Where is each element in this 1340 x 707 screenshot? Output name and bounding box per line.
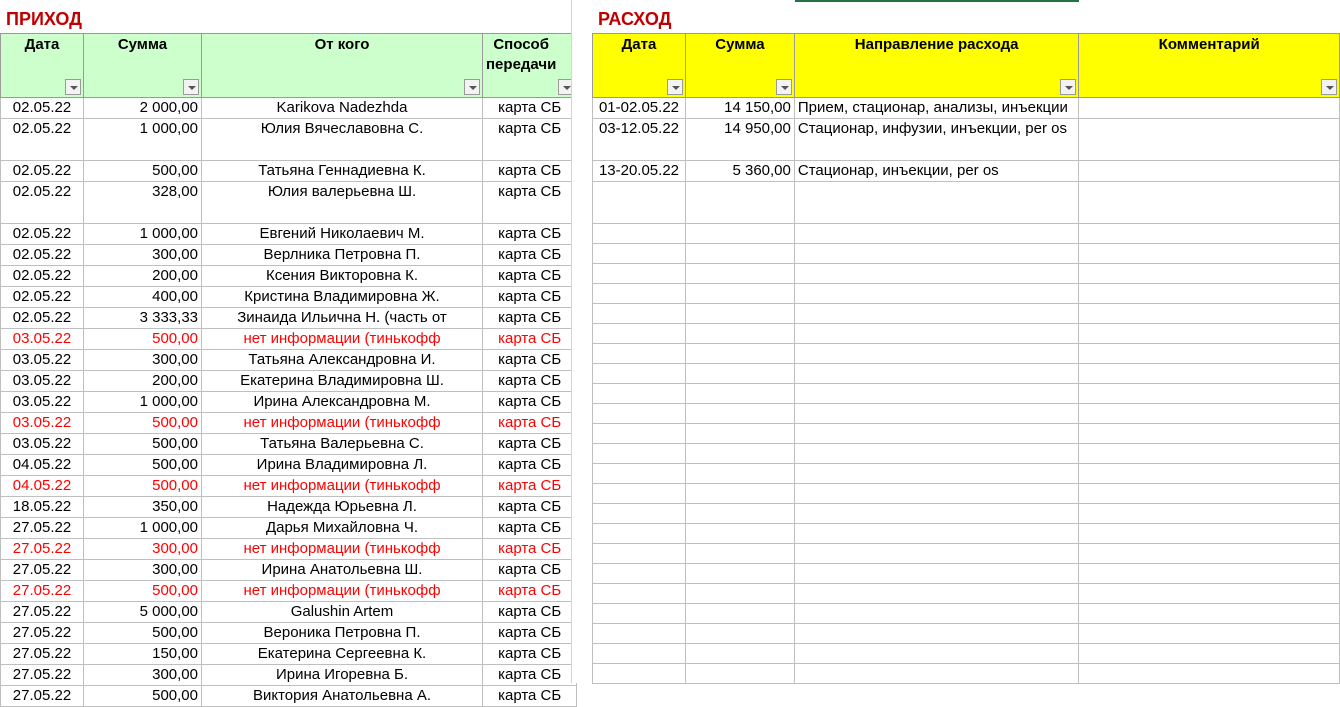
income-cell-method[interactable]: карта СБ [483, 560, 577, 581]
expense-cell-sum[interactable] [685, 544, 794, 564]
income-cell-method[interactable]: карта СБ [483, 581, 577, 602]
expense-cell-purpose[interactable] [794, 324, 1079, 344]
income-cell-from[interactable]: Виктория Анатольевна А. [202, 686, 483, 707]
expense-cell-sum[interactable] [685, 584, 794, 604]
expense-cell-comment[interactable] [1079, 224, 1340, 244]
income-cell-from[interactable]: Екатерина Владимировна Ш. [202, 371, 483, 392]
income-row [1, 539, 577, 560]
income-row [1, 497, 577, 518]
expense-cell-date[interactable]: 03-12.05.22 [593, 119, 686, 161]
expense-row [593, 119, 1340, 161]
expense-cell-sum[interactable] [685, 324, 794, 344]
income-cell-from[interactable]: Надежда Юрьевна Л. [202, 497, 483, 518]
income-cell-sum[interactable]: 200,00 [84, 266, 202, 287]
income-cell-sum[interactable]: 200,00 [84, 371, 202, 392]
expense-cell-comment[interactable] [1079, 484, 1340, 504]
expense-row [593, 464, 1340, 484]
income-cell-from[interactable]: нет информации (тинькофф [202, 476, 483, 497]
income-row [1, 581, 577, 602]
income-cell-sum[interactable]: 328,00 [84, 182, 202, 224]
income-cell-from[interactable]: Galushin Artem [202, 602, 483, 623]
expense-row [593, 524, 1340, 544]
income-cell-sum[interactable]: 300,00 [84, 560, 202, 581]
expense-cell-purpose[interactable] [794, 244, 1079, 264]
expense-row [593, 98, 1340, 119]
expense-cell-date[interactable] [593, 464, 686, 484]
expense-row [593, 244, 1340, 264]
expense-cell-date[interactable] [593, 584, 686, 604]
income-cell-from[interactable]: Юлия Вячеславовна С. [202, 119, 483, 161]
income-cell-sum[interactable]: 500,00 [84, 623, 202, 644]
expense-cell-sum[interactable] [685, 404, 794, 424]
empty-column [571, 0, 593, 683]
income-cell-from[interactable]: нет информации (тинькофф [202, 539, 483, 560]
expense-cell-purpose[interactable] [794, 664, 1079, 684]
expense-cell-date[interactable] [593, 644, 686, 664]
income-cell-method[interactable]: карта СБ [483, 287, 577, 308]
income-row [1, 182, 577, 224]
expense-cell-date[interactable] [593, 404, 686, 424]
expense-cell-purpose[interactable] [794, 444, 1079, 464]
income-cell-from[interactable]: Евгений Николаевич М. [202, 224, 483, 245]
expense-row [593, 224, 1340, 244]
expense-cell-comment[interactable] [1079, 384, 1340, 404]
expense-cell-purpose[interactable] [794, 284, 1079, 304]
income-cell-date[interactable]: 02.05.22 [1, 308, 84, 329]
expense-cell-date[interactable] [593, 244, 686, 264]
expense-cell-purpose[interactable] [794, 384, 1079, 404]
expense-row [593, 161, 1340, 182]
income-cell-method[interactable]: карта СБ [483, 602, 577, 623]
income-cell-sum[interactable]: 500,00 [84, 686, 202, 707]
expense-cell-purpose[interactable] [794, 182, 1079, 224]
income-cell-date[interactable]: 03.05.22 [1, 434, 84, 455]
income-cell-sum[interactable]: 500,00 [84, 434, 202, 455]
expense-cell-date[interactable] [593, 544, 686, 564]
selected-column-indicator [795, 0, 1079, 2]
expense-cell-sum[interactable] [685, 644, 794, 664]
expense-cell-comment[interactable] [1079, 119, 1340, 161]
expense-cell-purpose[interactable] [794, 264, 1079, 284]
expense-cell-purpose[interactable] [794, 344, 1079, 364]
income-cell-sum[interactable]: 300,00 [84, 350, 202, 371]
expense-cell-purpose[interactable] [794, 304, 1079, 324]
income-cell-from[interactable]: Дарья Михайловна Ч. [202, 518, 483, 539]
expense-cell-sum[interactable]: 5 360,00 [685, 161, 794, 182]
income-cell-from[interactable]: Верлника Петровна П. [202, 245, 483, 266]
income-cell-from[interactable]: Ксения Викторовна К. [202, 266, 483, 287]
income-cell-date[interactable]: 02.05.22 [1, 287, 84, 308]
expense-row [593, 324, 1340, 344]
expense-cell-date[interactable] [593, 444, 686, 464]
filter-dropdown-icon[interactable] [776, 79, 792, 95]
expense-cell-date[interactable] [593, 524, 686, 544]
income-cell-method[interactable]: карта СБ [483, 497, 577, 518]
expense-cell-sum[interactable]: 14 950,00 [685, 119, 794, 161]
income-cell-method[interactable]: карта СБ [483, 455, 577, 476]
expense-row [593, 284, 1340, 304]
expense-cell-date[interactable] [593, 564, 686, 584]
income-cell-date[interactable]: 02.05.22 [1, 161, 84, 182]
income-cell-from[interactable]: Зинаида Ильична Н. (часть от [202, 308, 483, 329]
income-cell-sum[interactable]: 500,00 [84, 455, 202, 476]
expense-row [593, 182, 1340, 224]
income-cell-date[interactable]: 27.05.22 [1, 623, 84, 644]
expense-cell-comment[interactable] [1079, 344, 1340, 364]
income-cell-date[interactable]: 02.05.22 [1, 266, 84, 287]
income-cell-sum[interactable]: 300,00 [84, 665, 202, 686]
income-cell-date[interactable]: 27.05.22 [1, 665, 84, 686]
expense-cell-comment[interactable] [1079, 244, 1340, 264]
expense-title: РАСХОД [598, 9, 672, 29]
expense-cell-sum[interactable] [685, 364, 794, 384]
income-cell-date[interactable]: 02.05.22 [1, 182, 84, 224]
income-cell-date[interactable]: 27.05.22 [1, 518, 84, 539]
expense-cell-comment[interactable] [1079, 584, 1340, 604]
expense-cell-purpose[interactable] [794, 564, 1079, 584]
expense-cell-sum[interactable] [685, 424, 794, 444]
filter-dropdown-icon[interactable] [65, 79, 81, 95]
income-row [1, 308, 577, 329]
income-row [1, 392, 577, 413]
expense-cell-sum[interactable] [685, 224, 794, 244]
income-row [1, 98, 577, 119]
expense-row [593, 544, 1340, 564]
expense-cell-date[interactable]: 01-02.05.22 [593, 98, 686, 119]
expense-cell-comment[interactable] [1079, 624, 1340, 644]
income-row [1, 476, 577, 497]
filter-dropdown-icon[interactable] [1321, 79, 1337, 95]
income-cell-sum[interactable]: 3 333,33 [84, 308, 202, 329]
expense-cell-comment[interactable] [1079, 524, 1340, 544]
expense-cell-purpose[interactable] [794, 364, 1079, 384]
income-cell-sum[interactable]: 5 000,00 [84, 602, 202, 623]
income-cell-from[interactable]: Ирина Александровна М. [202, 392, 483, 413]
expense-cell-date[interactable] [593, 624, 686, 644]
expense-header-comment: Комментарий [1079, 34, 1340, 98]
income-cell-from[interactable]: Юлия валерьевна Ш. [202, 182, 483, 224]
expense-cell-sum[interactable] [685, 182, 794, 224]
income-cell-from[interactable]: нет информации (тинькофф [202, 413, 483, 434]
expense-cell-date[interactable] [593, 324, 686, 344]
income-cell-method[interactable]: карта СБ [483, 308, 577, 329]
income-cell-from[interactable]: Ирина Анатольевна Ш. [202, 560, 483, 581]
expense-cell-date[interactable] [593, 224, 686, 244]
income-cell-date[interactable]: 03.05.22 [1, 413, 84, 434]
expense-cell-date[interactable] [593, 304, 686, 324]
expense-cell-purpose[interactable] [794, 604, 1079, 624]
income-cell-method[interactable]: карта СБ [483, 371, 577, 392]
expense-cell-purpose[interactable] [794, 524, 1079, 544]
income-row [1, 245, 577, 266]
expense-row [593, 644, 1340, 664]
income-cell-date[interactable]: 04.05.22 [1, 476, 84, 497]
income-cell-method[interactable]: карта СБ [483, 329, 577, 350]
filter-dropdown-icon[interactable] [1060, 79, 1076, 95]
income-cell-from[interactable]: нет информации (тинькофф [202, 581, 483, 602]
expense-header-purpose: Направление расхода [794, 34, 1079, 98]
income-cell-date[interactable]: 27.05.22 [1, 581, 84, 602]
income-cell-sum[interactable]: 500,00 [84, 413, 202, 434]
filter-dropdown-icon[interactable] [183, 79, 199, 95]
expense-header-date: Дата [593, 34, 686, 98]
income-cell-from[interactable]: Татьяна Александровна И. [202, 350, 483, 371]
expense-row [593, 304, 1340, 324]
expense-cell-date[interactable] [593, 284, 686, 304]
income-cell-method[interactable]: карта СБ [483, 266, 577, 287]
expense-row [593, 344, 1340, 364]
expense-cell-sum[interactable] [685, 464, 794, 484]
income-cell-method[interactable]: карта СБ [483, 644, 577, 665]
expense-row [593, 604, 1340, 624]
expense-cell-comment[interactable] [1079, 364, 1340, 384]
expense-cell-date[interactable]: 13-20.05.22 [593, 161, 686, 182]
expense-cell-sum[interactable]: 14 150,00 [685, 98, 794, 119]
income-cell-sum[interactable]: 2 000,00 [84, 98, 202, 119]
income-cell-method[interactable]: карта СБ [483, 686, 577, 707]
income-cell-from[interactable]: Ирина Владимировна Л. [202, 455, 483, 476]
income-cell-from[interactable]: Татьяна Геннадиевна К. [202, 161, 483, 182]
income-cell-method[interactable]: карта СБ [483, 413, 577, 434]
income-cell-date[interactable]: 02.05.22 [1, 119, 84, 161]
income-row [1, 560, 577, 581]
income-cell-date[interactable]: 27.05.22 [1, 539, 84, 560]
expense-cell-purpose[interactable]: Прием, стационар, анализы, инъекции [794, 98, 1079, 119]
income-cell-sum[interactable]: 1 000,00 [84, 119, 202, 161]
expense-cell-comment[interactable] [1079, 98, 1340, 119]
income-row [1, 602, 577, 623]
expense-cell-purpose[interactable]: Стационар, инфузии, инъекции, per os [794, 119, 1079, 161]
income-cell-method[interactable]: карта СБ [483, 119, 577, 161]
expense-cell-purpose[interactable] [794, 404, 1079, 424]
income-cell-date[interactable]: 27.05.22 [1, 686, 84, 707]
income-cell-method[interactable]: карта СБ [483, 434, 577, 455]
income-cell-date[interactable]: 02.05.22 [1, 98, 84, 119]
expense-cell-purpose[interactable] [794, 464, 1079, 484]
expense-cell-sum[interactable] [685, 444, 794, 464]
income-row [1, 161, 577, 182]
income-cell-date[interactable]: 27.05.22 [1, 644, 84, 665]
income-row [1, 455, 577, 476]
filter-dropdown-icon[interactable] [667, 79, 683, 95]
income-row [1, 350, 577, 371]
expense-row [593, 504, 1340, 524]
income-row [1, 518, 577, 539]
expense-cell-comment[interactable] [1079, 324, 1340, 344]
income-cell-sum[interactable]: 150,00 [84, 644, 202, 665]
income-cell-method[interactable]: карта СБ [483, 245, 577, 266]
income-header-date: Дата [1, 34, 84, 98]
expense-cell-date[interactable] [593, 364, 686, 384]
income-cell-method[interactable]: карта СБ [483, 224, 577, 245]
expense-cell-comment[interactable] [1079, 544, 1340, 564]
income-cell-from[interactable]: Кристина Владимировна Ж. [202, 287, 483, 308]
income-cell-sum[interactable]: 500,00 [84, 476, 202, 497]
expense-cell-comment[interactable] [1079, 664, 1340, 684]
expense-row [593, 424, 1340, 444]
income-row [1, 623, 577, 644]
expense-row [593, 384, 1340, 404]
income-cell-date[interactable]: 18.05.22 [1, 497, 84, 518]
income-cell-from[interactable]: Вероника Петровна П. [202, 623, 483, 644]
expense-cell-comment[interactable] [1079, 464, 1340, 484]
expense-cell-sum[interactable] [685, 304, 794, 324]
income-header-from: От кого [202, 34, 483, 98]
income-cell-from[interactable]: Екатерина Сергеевна К. [202, 644, 483, 665]
expense-cell-purpose[interactable] [794, 484, 1079, 504]
income-cell-method[interactable]: карта СБ [483, 98, 577, 119]
expense-cell-comment[interactable] [1079, 444, 1340, 464]
expense-cell-purpose[interactable] [794, 424, 1079, 444]
income-row [1, 434, 577, 455]
income-cell-sum[interactable]: 400,00 [84, 287, 202, 308]
income-row [1, 413, 577, 434]
income-cell-sum[interactable]: 1 000,00 [84, 392, 202, 413]
expense-cell-date[interactable] [593, 264, 686, 284]
expense-row [593, 404, 1340, 424]
expense-cell-comment[interactable] [1079, 284, 1340, 304]
income-cell-method[interactable]: карта СБ [483, 182, 577, 224]
expense-cell-comment[interactable] [1079, 644, 1340, 664]
expense-cell-sum[interactable] [685, 604, 794, 624]
expense-row [593, 484, 1340, 504]
income-row [1, 644, 577, 665]
expense-cell-date[interactable] [593, 484, 686, 504]
expense-cell-comment[interactable] [1079, 182, 1340, 224]
income-cell-sum[interactable]: 500,00 [84, 161, 202, 182]
expense-cell-comment[interactable] [1079, 504, 1340, 524]
expense-cell-date[interactable] [593, 384, 686, 404]
income-cell-sum[interactable]: 300,00 [84, 539, 202, 560]
income-cell-method[interactable]: карта СБ [483, 623, 577, 644]
expense-cell-date[interactable] [593, 344, 686, 364]
expense-cell-purpose[interactable] [794, 504, 1079, 524]
income-header-sum: Сумма [84, 34, 202, 98]
income-row [1, 371, 577, 392]
expense-cell-comment[interactable] [1079, 604, 1340, 624]
expense-cell-sum[interactable] [685, 484, 794, 504]
expense-cell-comment[interactable] [1079, 564, 1340, 584]
income-cell-method[interactable]: карта СБ [483, 518, 577, 539]
income-cell-sum[interactable]: 350,00 [84, 497, 202, 518]
income-cell-sum[interactable]: 500,00 [84, 581, 202, 602]
income-cell-method[interactable]: карта СБ [483, 665, 577, 686]
income-row [1, 329, 577, 350]
expense-cell-purpose[interactable] [794, 584, 1079, 604]
expense-cell-comment[interactable] [1079, 404, 1340, 424]
expense-cell-comment[interactable] [1079, 161, 1340, 182]
income-row [1, 224, 577, 245]
income-row [1, 287, 577, 308]
expense-cell-sum[interactable] [685, 344, 794, 364]
expense-row [593, 564, 1340, 584]
income-row [1, 686, 577, 707]
expense-cell-date[interactable] [593, 604, 686, 624]
expense-cell-sum[interactable] [685, 384, 794, 404]
income-cell-from[interactable]: нет информации (тинькофф [202, 329, 483, 350]
expense-cell-purpose[interactable]: Стационар, инъекции, per os [794, 161, 1079, 182]
income-cell-date[interactable]: 27.05.22 [1, 560, 84, 581]
income-cell-date[interactable]: 03.05.22 [1, 392, 84, 413]
income-cell-date[interactable]: 03.05.22 [1, 350, 84, 371]
income-cell-method[interactable]: карта СБ [483, 161, 577, 182]
expense-cell-date[interactable] [593, 504, 686, 524]
income-row [1, 665, 577, 686]
income-title: ПРИХОД [6, 9, 83, 29]
income-cell-method[interactable]: карта СБ [483, 539, 577, 560]
expense-cell-purpose[interactable] [794, 624, 1079, 644]
expense-cell-date[interactable] [593, 424, 686, 444]
expense-header-sum: Сумма [685, 34, 794, 98]
income-cell-date[interactable]: 04.05.22 [1, 455, 84, 476]
income-cell-method[interactable]: карта СБ [483, 350, 577, 371]
filter-dropdown-icon[interactable] [464, 79, 480, 95]
expense-cell-sum[interactable] [685, 624, 794, 644]
income-cell-sum[interactable]: 300,00 [84, 245, 202, 266]
expense-cell-sum[interactable] [685, 244, 794, 264]
expense-row [593, 444, 1340, 464]
income-cell-date[interactable]: 02.05.22 [1, 224, 84, 245]
income-table [0, 33, 577, 707]
income-cell-date[interactable]: 27.05.22 [1, 602, 84, 623]
expense-row [593, 624, 1340, 644]
expense-row [593, 264, 1340, 284]
expense-cell-purpose[interactable] [794, 224, 1079, 244]
expense-cell-purpose[interactable] [794, 644, 1079, 664]
expense-cell-comment[interactable] [1079, 304, 1340, 324]
income-row [1, 119, 577, 161]
expense-cell-date[interactable] [593, 664, 686, 684]
income-cell-method[interactable]: карта СБ [483, 476, 577, 497]
expense-cell-sum[interactable] [685, 264, 794, 284]
expense-cell-comment[interactable] [1079, 424, 1340, 444]
expense-cell-sum[interactable] [685, 504, 794, 524]
income-cell-from[interactable]: Karikova Nadezhda [202, 98, 483, 119]
income-cell-from[interactable]: Ирина Игоревна Б. [202, 665, 483, 686]
income-cell-from[interactable]: Татьяна Валерьевна С. [202, 434, 483, 455]
expense-table [592, 33, 1340, 684]
expense-cell-purpose[interactable] [794, 544, 1079, 564]
income-cell-sum[interactable]: 500,00 [84, 329, 202, 350]
income-cell-sum[interactable]: 1 000,00 [84, 224, 202, 245]
expense-row [593, 664, 1340, 684]
expense-cell-comment[interactable] [1079, 264, 1340, 284]
income-header-method: Способ передачи [483, 34, 577, 98]
expense-cell-sum[interactable] [685, 564, 794, 584]
expense-cell-date[interactable] [593, 182, 686, 224]
income-cell-method[interactable]: карта СБ [483, 392, 577, 413]
income-row [1, 266, 577, 287]
expense-cell-sum[interactable] [685, 284, 794, 304]
expense-row [593, 364, 1340, 384]
income-cell-date[interactable]: 03.05.22 [1, 329, 84, 350]
income-cell-date[interactable]: 02.05.22 [1, 245, 84, 266]
expense-cell-sum[interactable] [685, 664, 794, 684]
expense-cell-sum[interactable] [685, 524, 794, 544]
income-cell-sum[interactable]: 1 000,00 [84, 518, 202, 539]
expense-row [593, 584, 1340, 604]
income-cell-date[interactable]: 03.05.22 [1, 371, 84, 392]
